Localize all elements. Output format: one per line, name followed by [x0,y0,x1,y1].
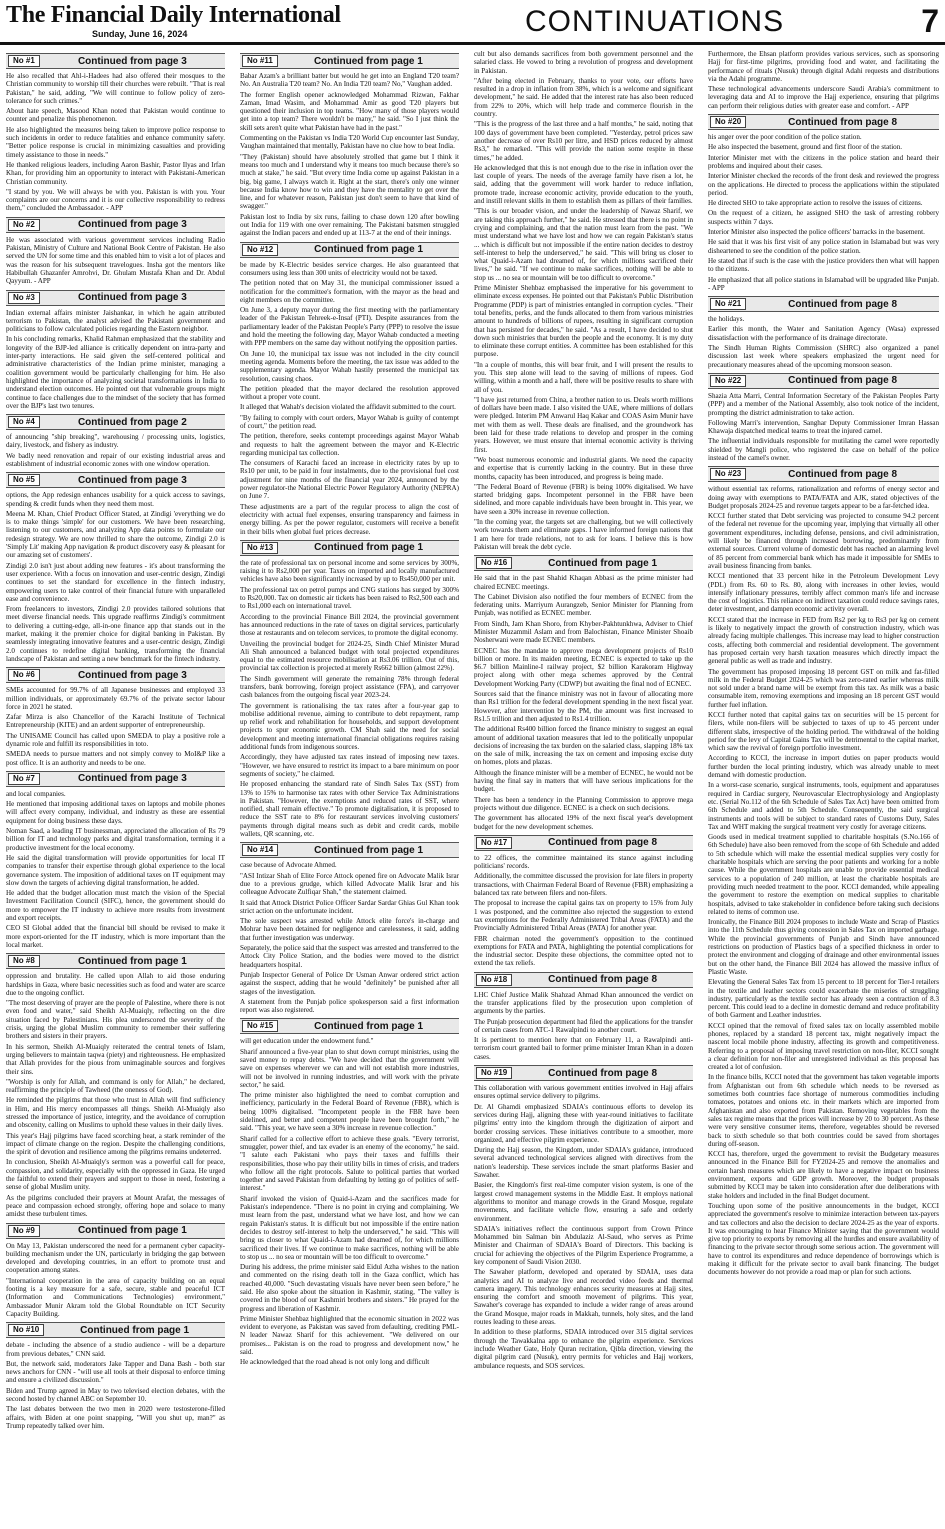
article-paragraph: Although the finance minister will be a member of ECNEC, he would not be having the final say in matters that will have serious implications for the budget. [474,768,693,794]
article-paragraph: will get education under the endowment fund." [240,1037,374,1046]
article-paragraph: He acknowledged that this is not enough due to the rise in inflation over the last couple of years. The needs of the average family have risen a lot, he said, adding that the government will work harder to reduce inflation, promote trade, increase economic activity, provide education to the youth, and instill relevant skills in them to establish them as pillars of their families. [474,163,693,206]
article-paragraph: Additionally, the committee discussed the provision for late filers in property transactions, with Chairman Federal Board of Revenue (FBR) emphasizing a balanced tax rate between filers and non-filers. [474,872,693,898]
article-continuation [474,50,693,551]
article-paragraph: He also highlighted the measures being taken to improve police response to such incidents in order to reduce fatalities and enhance community safety. "Better police response is crucial in minimizing casualties and providing timely assistance to those in needs." [6,125,225,159]
article-continuation [708,296,939,369]
continuation-header [708,466,939,482]
article-paragraph: Basier, the Kingdom's first real-time computer vision system, is one of the largest crowd management systems in the Middle East. It employs national algorithms to monitor and manage crowds in the Grand Mosque, regulate movements, and facilitate vehicle flow, ensuring a safe and orderly environment. [474,1181,693,1223]
column-3 [474,50,693,1525]
article-paragraph: "After being elected in February, thanks to your vote, our efforts have resulted in a drop in inflation from 38%, which is a welcome and significant development," he said. He added that the interest rate has also been reduced from 22% to 20%, which will help trade and commerce flourish in the country. [474,76,693,119]
continuation-number: No #23 [710,468,746,480]
continuation-number: No #1 [8,55,40,67]
article-paragraph: During the Hajj season, the Kingdom, under SDAIA's guidance, introduced several advanced technological services aligned with directives from the nation's leadership. These services include the smart platforms Basier and Sawaher. [474,1146,693,1180]
article-paragraph: He said the digital transformation will provide opportunities for local IT companies to transfer their expertise through global experience to the local governance system. The imposition of additional taxes on IT equipment may slow down the targets of achieving digital transformation, he added. [6,853,225,887]
continuation-title: Continued from page 8 [788,468,898,480]
article-paragraph: In a worst-case scenario, surgical instruments, tools, equipment and apparatuses required in Cardiac surgery, Neurovascular Electrophysiology and Angioplasty etc. (Serial No.112 of the 6th Schedule of Sales Tax Act) have been omitted from 6th Schedule and added to 5th Schedule. Consequently, the said surgical instruments and tools will be subject to standard rates of Customs Duty, Sales Tax and WHT making the surgical treatment very costly for average citizens. [708,781,939,831]
continuation-number: No #22 [710,375,746,387]
continuation-header [474,972,693,988]
article-paragraph: The UNISAME Council has called upon SMEDA to play a positive role a dynamic role and fulfill its responsibilities in toto. [6,731,225,748]
article-paragraph: We badly need renovation and repair of our existing industrial areas and establishment of industrial economic zones with one window operation. [6,451,225,468]
article-paragraph: As the pilgrims concluded their prayers at Mount Arafat, the messages of peace and compassion echoed strongly, offering hope and solace to many amidst these turbulent times. [6,1193,225,1219]
article-paragraph: He added that the budget allocation must match the vision of the Special Investment Facilitation Council (SIFC), hence, the government should do more to empower the IT industry to achieve more results from investment and export receipts. [6,889,225,923]
article-continuation [708,373,939,462]
continuation-title: Continued from page 1 [314,542,424,554]
article-paragraph: Babar Azam's a brilliant batter but would he get into an England T20 team? No. An Australia T20 team? No. An India T20 team? No," Vaughan added. [240,72,459,89]
article-paragraph: be made by K-Electric besides service charges. He also guaranteed that consumers using less than 300 units of electricity would not be taxed. [240,260,459,277]
article-paragraph: This year's Hajj pilgrims have faced scorching heat, a stark reminder of the impact of climate change on the region. Despite the challenging conditions, the spirit of devotion and resilience among the pilgrims remains undeterred. [6,1131,225,1157]
article-paragraph: Unveiling the provincial budget for 2024-25, Sindh Chief Minister Murad Ali Shah announced a balanced budget with total projected expenditures equal to the estimated resource mobilisation at Rs3.06 trillion. Out of this, provincial tax collection is projected at merely Rs662 billion (almost 22%). [240,639,459,673]
article-paragraph: Touching upon some of the positive announcements in the budget, KCCI appreciated the government's resolve to minimize interaction between tax-payers and tax collectors and also the decision to declare 2024-25 as the year of exports. It was encouraging to hear Finance Minister saying that the government would give top priority to exports by removing all the hurdles and ensure availability of financing to the private sector through some serious action. The government will have to control its expenditures and reduce dependence of borrowings which is making it difficult for the private sector to avail bank financing. The budget documents however do not provide a road map or plan for such actions. [708,1201,939,1277]
article-paragraph: He also recalled that Ahl-i-Hadees had also offered their mosques to the Christian community to worship till their churches were rebuilt. "That is real Pakistan," he said, adding, "We will continue to follow policy of zero-tolerance for such crimes." [6,72,225,105]
article-paragraph: KCCI further stated that Debt servicing was projected to consume 94.2 percent of the federal net revenue for the upcoming year, implying that virtually all other government expenditures, including defense, pensions, and civil administration, will likely be financed through increased borrowing, predominantly from external sources. Current volume of domestic debt has reached an alarming level of 85 percent from commercial bank which has made it impossible for SMEs to avail business financing from banks. [708,512,939,570]
article-paragraph: LHC Chief Justice Malik Shahzad Ahmad Khan announced the verdict on the transfer applications filed by the prosecution upon completion of arguments by the parties. [474,990,693,1016]
continuation-header [6,1322,225,1338]
article-continuation [240,53,459,238]
continuation-title: Continued from page 1 [314,1020,424,1032]
article-paragraph: CEO SI Global added that the financial bill should be revised to make it more export-oriented for the IT industry, which is more important than the local market. [6,924,225,949]
article-paragraph: On May 13, Pakistan underscored the need for a permanent cyber capacity-building mechanism under the UN, particularly in bridging the gap between developed and developing countries, in an effort to promote trust and cooperation among states. [6,1241,225,1275]
continuation-title: Continued from page 3 [77,219,187,231]
article-paragraph: SDAIA's initiatives reflect the continuous support from Crown Prince Mohammed bin Salman bin Abdulaziz Al-Saud, who serves as Prime Minister and Chairman of SDAIA's Board of Directors. This backing is crucial for achieving the objectives of the Pilgrim Experience Programme, a key component of Saudi Vision 2030. [474,1224,693,1266]
article-paragraph: From freelancers to investors, Zindigi 2.0 provides tailored solutions that meet diverse financial needs. This upgrade reaffirms Zindigi's commitment to delivering a cutting-edge, all-in-one finance app that stands out in the market, making it the premier choice for digital banking in Pakistan. By seamlessly integrating innovative features and a user-centric design, Zindigi 2.0 continues to redefine digital banking, transforming the financial landscape of Pakistan and setting a new benchmark for the fintech industry. [6,605,225,663]
article-paragraph: Sharif invoked the vision of Quaid-i-Azam and the sacrifices made for Pakistan's independence. "There is no point in crying and complaining. We must learn from the past, understand what we have lost, and how we can regain Pakistan's status. It is difficult but not impossible if the entire nation decides to destroy self-interest to help the underserved," he said. "This will bring us closer to what Quaid-i-Azam had dreamed of, for which millions sacrificed their lives. If we continue to make sacrifices, nothing will be able to stop us ... no sea or mountain will be too difficult to overcome." [240,1194,459,1261]
article-paragraph: The petition pleaded that the mayor declared the resolution approved without a proper vote count. [240,384,459,402]
continuation-header [240,53,459,69]
article-paragraph: "The most deserving of prayer are the people of Palestine, where there is not even food and water," said Sheikh Al-Muaiqly, reflecting on the dire situation faced by Palestinians. His plea underscored the severity of the crisis, urging the global Muslim community to remember their suffering brothers and sisters in their prayers. [6,999,225,1041]
continuation-header [708,296,939,312]
article-paragraph: KCCI opined that the removal of fixed sales tax on locally assembled mobile phones, replaced by a standard 18 percent tax, might negatively impact the nascent local mobile phone industry, affecting its growth and competitiveness. Referring to a proposal of imposing travel restriction on non-filer, KCCI sought a clear definition for non-filer and unregistered individual as this proposal has created a lot of confusion. [708,1021,939,1072]
article-paragraph: On the request of a citizen, he assigned SHO the task of arresting robbery suspects within 7 days. [708,209,939,226]
article-paragraph: He also inspected the basement, ground and first floor of the station. [708,143,903,152]
article-paragraph: Pakistan lost to India by six runs, failing to chase down 120 after bowling out India for 119 with one over remaining. The Pakistani batsmen struggled against the Indian pacers and ended up at 113-7 at the end of their innings. [240,212,459,238]
continuation-header [6,217,225,233]
article-paragraph: Elevating the General Sales Tax from 15 percent to 18 percent for Tier-I retailers in the textile and leather sectors could exacerbate the miseries of struggling industry, particularly as the textile sector has already seen a contraction of 8.3 percent. This could lead to a decline in domestic demand and reduce profitability of both Garment and Leather industries. [708,978,939,1020]
article-paragraph: The prime minister also highlighted the need to combat corruption and inefficiency, particularly in the Federal Board of Revenue (FBR), which is being 100% digitalised. "Incompetent people in the FBR have been sidelined, and better and competent people have been brought forth," he said. "This year, we have seen a 30% increase in revenue collection." [240,1091,459,1133]
article-paragraph: options, the App redesign enhances usability for a quick access to savings, spending & credit funds when they need them most. [6,491,225,508]
article-paragraph: In addition to these platforms, SDAIA introduced over 315 digital services through the Tawakkalna app to enhance the pilgrim experience. Services include Weather Gate, Holy Quran recitation, Qibla direction, viewing the digital pilgrim card (Nusuk), entry permits for vehicles and Hajj workers, ambulance requests, and SOS services. [474,1328,693,1370]
article-paragraph: The government has allocated 19% of the next fiscal year's development budget for the new development schemes. [474,814,693,831]
article-continuation [6,1322,225,1430]
article-paragraph: The proposal to increase the capital gains tax on property to 15% from July 1 was postponed, and the committee also rejected the suggestion to extend tax exemptions for the Federally Administered Tribal Areas (FATA) and the Provincially Administered Tribal Areas (PATA) for another year. [474,899,693,933]
continuation-number: No #2 [8,219,40,231]
article-continuation [708,114,939,292]
continuation-number: No #19 [476,1067,512,1079]
article-paragraph: There has been a tendency in the Planning Commission to approve mega projects without due diligence. ECNEC is a check on such decisions. [474,795,693,812]
continuation-header [6,472,225,488]
article-paragraph: About hate speech, Masood Khan noted that Pakistan would continue to counter and penalize this phenomenon. [6,107,225,124]
article-paragraph: the holidays. [708,315,745,324]
article-paragraph: Meena M. Khan, Chief Product Officer Stated, at Zindigi 'everything we do is to make things 'simple' for our customers. We have been researching, listening to our customers, and analyzing App data points to formulate our redesign strategy. We are now thrilled to share the outcome, Zindigi 2.0 is 'Simply Lit' making App navigation & product discovery easy & pleasant for our amazing set of customers'. [6,509,225,560]
article-paragraph: These technological advancements underscore Saudi Arabia's commitment to leveraging data and AI to improve the Hajj experience, ensuring that pilgrims can perform their religious duties with greater ease and comfort. - APP [708,85,939,110]
article-continuation [474,835,693,968]
article-continuation [6,217,225,286]
article-continuation [474,555,693,831]
article-paragraph: Dr. Al Ghamdi emphasized SDAIA's continuous efforts to develop its services during Hajj, aligning these with year-round initiatives to facilitate pilgrims' entry into the kingdom through the digitization of airport and border crossing services. These initiatives contribute to a smoother, more organized, and effective pilgrim experience. [474,1102,693,1144]
continuation-header [6,53,225,69]
column-2 [240,50,459,1525]
continuation-number: No #7 [8,773,40,785]
article-continuation [240,1018,459,1366]
continuation-title: Continued from page 3 [77,55,187,67]
article-paragraph: his anger over the poor condition of the police station. [708,133,862,142]
article-paragraph: "In the coming year, the targets set are challenging, but we will collectively work towards them and eliminate gaps. I have informed foreign nations that I am here for trade relations, not to ask for loans. I believe this is how Pakistan will break the debt cycle. [474,518,693,551]
article-paragraph: The consumers of Karachi faced an increase in electricity rates by up to Rs10 per unit, to be paid in four instalments, due to the provisional fuel cost adjustment for nine months of the financial year 2024, announced by the power regulator-the National Electric Power Regulatory Authority (NEPRA) on June 7. [240,459,459,501]
article-continuation [474,1065,693,1370]
continuation-title: Continued from page 8 [788,116,898,128]
article-paragraph: The former English opener acknowledged Mohammad Rizwan, Fakhar Zaman, Imad Wasim, and Mohammad Amir as good T20 players but questioned their inclusion in top teams. "How many of those players would get into a top team? There wouldn't be many," he said. "So I just think the skill sets aren't quite what Pakistan have had in the past." [240,90,459,132]
continuation-title: Continued from page 1 [77,1225,187,1237]
article-paragraph: The additional Rs400 billion forced the finance ministry to suggest an equal amount of additional taxation measures that led to the politically unpopular decisions of increasing the tax burden on the salaried class, slapping 18% tax on the sale of milk, increasing the tax on cement and imposing excise duty on homes, plots and plazas. [474,725,693,767]
section-title: CONTINUATIONS [525,5,785,38]
article-continuation [6,1223,225,1319]
article-paragraph: He emphasized that all police stations in Islamabad will be upgraded like Punjab. - APP [708,275,939,292]
article-paragraph: "Worship is only for Allah, and command is only for Allah," he declared, reaffirming the principle of Tawheed (the oneness of God). [6,1077,225,1095]
article-paragraph: KCCI stated that the increase in FED from Rs2 per kg to Rs3 per kg on cement is likely to negatively impact the growth of construction industry, which was already facing multiple challenges. This increase may lead to higher construction costs, affecting both commercial and residential development. The government has proposed certain very harsh taxation measures which directly impact the general public as well as trade and industry. [708,615,939,666]
continuation-header [240,242,459,258]
continuation-header [6,771,225,787]
continuation-header [708,373,939,389]
article-paragraph: "In a couple of months, this will bear fruit, and I will present the results to you. This step alone will lead to the saving of millions of rupees. God willing, within a month and a half, there will be positive results to share with all of you. [474,360,693,394]
article-paragraph: Indian external affairs minister Jaishankar, in which he again attributed terrorism to Pakistan, the analyst advised the Pakistani government and politicians to follow calculated policies regarding the Eastern neighbor. [6,308,225,334]
article-paragraph: Commenting on the Pakistan vs India T20 World Cup encounter last Sunday, Vaughan maintained that mentally, Pakistan have no clue how to beat India. [240,134,459,151]
continuation-title: Continued from page 3 [77,474,187,486]
article-continuation [240,242,459,536]
continuation-number: No #13 [242,542,278,554]
continuation-number: No #15 [242,1020,278,1032]
article-paragraph: ECNEC has the mandate to approve mega development projects of Rs10 billion or more. In its maiden meeting, ECNEC is expected to take up the $6.7 billion Mainline-I railway project, $2 billion Karakoram Highway project along with other mega schemes approved by the Central Development Working Party (CDWP) but awaiting the final nod of ECNEC. [474,646,693,688]
article-paragraph: In the finance bills, KCCI noted that the government has taken vegetable imports from Afghanistan out from 6th schedule which needs to be reversed as sometimes both countries face shortage of numerous commodities including tomatoes, potatoes and onions etc. in their markets which are imported from Afghanistan and also exported from Pakistan. Removing vegetables from the sales tax regime means that the prices will increase by 20 to 30 percent. As these were very sensitive consumer items, therefore, vegetables should be reversed back to sixth schedule so that both countries could be saved from shortages during off-season. [708,1073,939,1148]
article-paragraph: The Cabinet Division also notified the four members of ECNEC from the federating units. Marriyum Aurangzeb, Senior Minister for Planning from Punjab, was notified as ECNEC member. [474,592,693,618]
article-paragraph: "We boast numerous economic and industrial giants. We need the capacity and expertise that is currently lacking in the country. But in these three months, capacity has been introduced, and progress is being made. [474,455,693,481]
column-1 [6,50,225,1525]
article-paragraph: Biden and Trump agreed in May to two televised election debates, with the second hosted by channel ABC on September 10. [6,1386,225,1403]
continuation-number: No #12 [242,244,278,256]
article-paragraph: He said that it was his first visit of any police station in Islamabad but was very disheartened to see the condition of the police station. [708,238,939,255]
article-paragraph: The petition noted that on May 31, the municipal commissioner issued a notification for the committee's formation, with the mayor as the head and eight members on the committee. [240,279,459,304]
article-paragraph: He thanked religious leaders, including Aaron Bashir, Pastor Ilyas and Irfan Khan, for providing him an opportunity to interact with Pakistani-American Christian community. [6,160,225,186]
continuation-title: Continued from page 3 [77,669,187,681]
continuation-title: Continued from page 2 [77,416,187,428]
article-paragraph: He stated that if such is the case with the justice providers then what will happen to the citizens. [708,256,939,274]
continuation-number: No #5 [8,474,40,486]
article-paragraph: This collaboration with various government entities involved in Hajj affairs ensures optimal service delivery to pilgrims. [474,1084,693,1101]
continuation-title: Continued from page 8 [788,375,898,387]
article-paragraph: KCCI further noted that capital gains tax on securities will be 15 percent for filers, while non-filers will be subjected to taxes of up to 45 percent under different slabs, irrespective of the holding period. The withdrawal of the holding period for the levy of Capital Gains Tax will be detrimental to the capital market, which saw the revival of foreign portfolio investment. [708,711,939,753]
continuation-number: No #10 [8,1324,44,1336]
article-paragraph: It is pertinent to mention here that on February 11, a Rawalpindi anti-terrorism court granted bail to former prime minister Imran Khan in a dozen cases. [474,1036,693,1061]
article-paragraph: FBR chairman noted the government's opposition to the continued exemptions for FATA and PATA, highlighting the potential complications for the industrial sector. Despite these objections, the committee opted not to extend the tax reliefs. [474,934,693,968]
continuation-header [474,1065,693,1081]
continuation-number: No #9 [8,1225,40,1237]
article-paragraph: "ASI Intizar Shah of Elite Force Attock opened fire on Advocate Malik Israr due to a previous grudge, which killed Advocate Malik Israr and his colleague Advocate Zulfiqar Shah," the statement claimed. [240,871,459,897]
continuation-header [6,667,225,683]
article-paragraph: Zindigi 2.0 isn't just about adding new features - it's about transforming the user experience. With a focus on innovation and user-centric design, Zindigi continues to set the standard for excellence in the fintech industry, empowering users to take control of their financial future with unparalleled ease and convenience. [6,561,225,603]
issue-date: Sunday, June 16, 2024 [92,29,188,39]
article-paragraph: "I have just returned from China, a brother nation to us. Deals worth millions of dollars have been made. I also visited the UAE, where millions of dollars were pledged. Interim PM Anwarul Haq Kakar and COAS Asim Munir have met with them as well. These deals are finalised, and the groundwork has been laid for these trade relations to develop and prosper in the coming years. However, we must ensure that internal economic activity is thriving first. [474,395,693,454]
continuation-title: Continued from page 1 [77,955,187,967]
article-paragraph: From Sindh, Jam Khan Shoro, from Khyber-Pakhtunkhwa, Adviser to Chief Minister Muzammil Aslam and from Balochistan, Finance Minister Shoaib Nosherwani were made ECNEC members. [474,619,693,645]
article-paragraph: case because of Advocate Ahmed. [240,861,337,870]
article-paragraph: and local companies. [6,789,66,798]
article-paragraph: He was associated with various government services including Radio Pakistan, Ministry of Culture and National Book Centre of Pakistan. He also served the UN for some time and this enabled him to visit a lot of places and was the reason for his subsequent travelogues. Insha got the mentors like Habibullah Ghazanfer Amrohvi, Dr. Ghulam Mustafa Khan and Dr. Abdul Qayyum. - APP [6,235,225,286]
continuation-number: No #3 [8,292,40,304]
article-paragraph: The Sindh Human Rights Commission (SHRC) also organized a panel discussion last week where speakers emphasized the urgent need for precautionary measures ahead of the upcoming monsoon season. [708,344,939,369]
article-paragraph: Earlier this month, the Water and Sanitation Agency (Wasa) expressed dissatisfaction with the performance of its drainage directorate. [708,325,939,342]
article-paragraph: Sharif announced a five-year plan to shut down corrupt ministries, using the saved money to repay debts. "We have decided that the government will save on expenses wherever we can and will not establish more industries, will not be involved in running industries, and will work with the private sector," he said. [240,1047,459,1089]
article-paragraph: Interior Minister also inspected the police officers' barracks in the basement. [708,228,925,237]
continuation-number: No #11 [242,55,278,67]
article-paragraph: Zafar Mirza is also Chancellor of the Karachi Institute of Technical Entrepreneurship (KITE) and an ardent supporter of entrepreneurship. [6,713,225,730]
article-continuation [708,50,939,110]
continuation-number: No #20 [710,116,746,128]
article-paragraph: He mentioned that imposing additional taxes on laptops and mobile phones will affect every company, individual, and industry as these are essential equipment for doing business these days. [6,800,225,825]
continuation-number: No #14 [242,844,278,856]
article-paragraph: "I stand by you. We will always be with you. Pakistan is with you. Your complaints are our concerns and it is our collective responsibility to redress them," concluded the Ambassador. - APP [6,187,225,213]
continuation-number: No #4 [8,416,40,428]
continuation-header [240,540,459,556]
continuation-header [6,1223,225,1239]
continuation-number: No #21 [710,298,746,310]
article-paragraph: Interior Minister met with the citizens in the police station and heard their problems and inquired about their cases. [708,153,939,170]
article-continuation [6,667,225,767]
article-paragraph: These adjustments are a part of the regular process to align the cost of electricity with actual fuel expenses, ensuring transparency and fairness in energy billing. As per the power regulator, customers will receive a benefit in their bills when global fuel prices decrease. [240,502,459,536]
article-paragraph: The sole suspect was arrested while Attock elite force's in-charge and Mohrar have been detained for negligence and carelessness, it said, adding that further investigation was underway. [240,917,459,942]
article-continuation [6,472,225,663]
article-continuation [240,842,459,1014]
article-continuation [6,53,225,213]
article-paragraph: In his sermon, Sheikh Al-Muaiqly reiterated the central tenets of Islam, urging believers to maintain taqwa (piety) and righteousness. He emphasized that Allah provides for the pious from unimaginable sources and forgives their sins. [6,1042,225,1076]
continuation-title: Continued from page 8 [548,837,658,849]
article-paragraph: Accordingly, they have adjusted tax rates instead of imposing new taxes. "However, we have ensured to restrict its impact to a bare minimum on poor segments of society," he claimed. [240,753,459,778]
article-paragraph: Separately, the police said that the suspect was arrested and transferred to the Attock City Police Station, and the bodies were moved to the district headquarters hospital. [240,944,459,969]
continuation-title: Continued from page 1 [548,557,658,569]
article-paragraph: Noman Saad, a leading IT businessman, appreciated the allocation of Rs 79 billion for IT and technology parks and digital transformation, terming it a productive investment for the local economy. [6,827,225,852]
continuation-number: No #18 [476,974,512,986]
article-paragraph: SMEs accounted for 99.7% of all Japanese businesses and employed 33 million individuals, or approximately 69.7% of the private sector labour force in 2021 he stated. [6,686,225,711]
continuation-header [6,290,225,306]
article-continuation [6,290,225,411]
article-paragraph: He proposed enhancing the standard rate of Sindh Sales Tax (SST) from 13% to 15% to harmonise tax rates with other Service Tax Administrations in Pakistan. "However, the exemptions and reduced rates of SST, where notified, shall remain effective." To promote digitalisation, it is proposed to reduce the SST rate to 8% for restaurant services involving customers' payments through digital means such as debit and credit cards, mobile wallets, QR scanning, etc. [240,780,459,839]
article-paragraph: Furthermore, the Ehsan platform provides various services, such as sponsoring Hajj for first-time pilgrims, providing food and water, and facilitating the performance of rituals (Nusuk) through digital Adahi requests and distributions via the Adahi programme. [708,50,939,83]
continuation-number: No #17 [476,837,512,849]
article-paragraph: cult but also demands sacrifices from both government personnel and the salaried class. He vowed to bring a revolution of progress and development in Pakistan. [474,50,693,75]
article-continuation [708,466,939,1276]
article-paragraph: The Sindh government will generate the remaining 78% through federal transfers, bank borrowing, foreign project assistance (FPA), and carryover cash balances from the outgoing fiscal year 2023-24. [240,674,459,700]
continuation-header [240,842,459,858]
continuation-header [240,1018,459,1034]
article-paragraph: "This is our broader vision, and under the leadership of Nawaz Sharif, we are taking this approach further," he said. He stressed that there is no point in crying and complaining, and that the nation must learn from the past. "We must understand what we have lost and how we can regain Pakistan's status ... which is difficult but not impossible if the entire nation decides to destroy self-interest to help the underserved," he said. "This will bring us closer to what Quaid-i-Azam had dreamed of, for which millions sacrificed their lives," he said. "If we continue to make sacrifices, nothing will be able to stop us ... no sea or mountain will be too difficult to overcome." [474,207,693,282]
article-paragraph: The last debates between the two men in 2020 were testosterone-filled affairs, with Biden at one point snapping, "Will you shut up, man?" as Trump repeatedly talked over him. [6,1405,225,1430]
page-number: 7 [921,3,939,39]
article-paragraph: He said that in the past Shahid Khaqan Abbasi as the prime minister had chaired ECNEC meetings. [474,574,693,591]
article-paragraph: A statement from the Punjab police spokesperson said a first information report was also registered. [240,997,459,1015]
article-paragraph: The influential individuals responsible for mutilating the camel were reportedly shielded by Mangli police, who registered the case on behalf of the police instead of the camel's owner. [708,437,939,462]
continuation-title: Continued from page 1 [80,1324,190,1336]
article-paragraph: In his concluding remarks, Khalid Rahman emphasized that the stability and longevity of the BJP-led alliance is critically dependent on intra-party and inter-party interactions. He said given the self-centered political and administrative characteristics of the Indian prime minister, managing a coalition government would be particularly challenging for him. He also highlighted the importance of analyzing societal transformations in India to understand election outcomes. He pointed out that vulnerable groups might continue to face challenges due to the mindset of the society that has formed over the BJP's last two tenures. [6,335,225,410]
article-continuation [474,972,693,1061]
continuation-title: Continued from page 8 [548,974,658,986]
article-paragraph: Following Marri's intervention, Sanghar Deputy Commissioner Imran Hassan Khawaja dispatched medical teams to treat the injured camel. [708,418,939,436]
article-paragraph: debate - including the absence of a studio audience - will be a departure from previous debates," CNN said. [6,1341,225,1358]
column-4 [708,50,939,1525]
article-paragraph: Punjab Inspector General of Police Dr Usman Anwar ordered strict action against the suspect, adding that he would "definitely" be punished after all stages of the investigation. [240,970,459,996]
article-paragraph: According to KCCI, the increase in import duties on paper products would further burden the local printing industry, which was already unable to meet demand with domestic production. [708,754,939,780]
masthead [0,0,945,45]
continuation-header [474,835,693,851]
article-paragraph: Sources said that the finance ministry was not in favour of allocating more than Rs1 trillion for the federal development spending in the next fiscal year. However, after intervention by the PM, the amount was first increased to Rs1.5 trillion and then adjusted to Rs1.4 trillion. [474,690,693,723]
article-paragraph: The government has proposed imposing 18 percent GST on milk and fat-filled milk in the Federal Budget 2024-25 which was zero-rated earlier whereas milk not sold under a brand name will be exempt from this tax. As milk was a basic consumable item, removing exemptions and imposing an 18 percent GST would further fuel inflation. [708,667,939,709]
continuation-title: Continued from page 1 [313,55,423,67]
article-paragraph: But, the network said, moderators Jake Tapper and Dana Bash - both star news anchors for CNN - "will use all tools at their disposal to enforce timing and ensure a civilized discussion." [6,1359,225,1385]
article-paragraph: On June 10, the municipal tax issue was not included in the city council meeting agenda. Moments before the meeting, the tax issue was added to the supplementary agenda. Mayor Wahab hastily presented the municipal tax resolution, causing chaos. [240,349,459,383]
article-paragraph: Sharif called for a collective effort to achieve these goals. "Every terrorist, smuggler, power thief, and tax evader is an enemy of the economy," he said. "I salute each Pakistani who pays their taxes and fulfills their responsibilities, those who pay their utility bills in times of crisis, and traders who follow all the right protocols. Salute to political parties that worked together and saved Pakistan from defaulting by letting go of politics of self-interest." [240,1134,459,1193]
continuation-header [6,414,225,430]
article-paragraph: Prime Minister Shehbaz emphasised the imperative for his government to eliminate excess expenses. He pointed out that Pakistan's Public Distribution Programme (PDP) is part of ministries entangled in corruption cycles. "Their total benefits, perks, and the funds allocated to them from various ministries amount to hundreds of billions of rupees, resulting in significant corruption that has persisted for decades," he said. "As a result, I have decided to shut down such ministries that burden the people and the economy. It is my duty to eliminate these corrupt entities. A committee has been established for this purpose. [474,284,693,359]
article-paragraph: He directed SHO to take appropriate action to resolve the issues of citizens. [708,199,923,208]
article-paragraph: KCCI mentioned that 33 percent hike in the Petroleum Development Levy (PDL) from Rs. 60 to Rs. 80, along with increases in other levies, would intensify inflationary pressures, terribly affect common man's life and increase the cost of logistics. This reliance on indirect taxation could reduce savings rates, deter investment, and dampen economic activity overall. [708,572,939,614]
article-paragraph: During his address, the prime minister said Eidul Azha wishes to the nation and commented on the rising death toll in the Gaza conflict, which has reached 40,000. "Such devastating visuals have never been seen before," he said. He also spoke about the situation in Kashmir, stating, "The valley is covered in the blood of our Kashmiri brothers and sisters." He prayed for the progress and liberation of Kashmir. [240,1263,459,1313]
continuation-header [708,114,939,130]
article-paragraph: The government is rationalising the tax rates after a four-year gap to mobilise additional revenue, aiming to contribute to debt repayment, ramp up relief work and rehabilitation for households, and support development projects to spur economic growth. CM Shah said the need for social development and meeting international financial obligations requires raising additional funds from indigenous sources. [240,701,459,752]
article-paragraph: "By failing to comply with court orders, Mayor Wahab is guilty of contempt of court," the petition read. [240,413,459,430]
article-paragraph: "International cooperation in the area of capacity building on an equal footing is a key measure for a safe, secure, stable and peaceful ICT (Information and Communications Technologies) environment," Ambassador Munir Akram told the Global Roundtable on ICT Security Capacity Building. [6,1276,225,1318]
continuation-title: Continued from page 1 [314,244,424,256]
article-paragraph: Shazia Atta Marri, Central Information Secretary of the Pakistan Peoples Party (PPP) and a member of the National Assembly, also took notice of the incident, prompting the district administration to take action. [708,391,939,417]
article-paragraph: He reminded the pilgrims that those who trust in Allah will find sufficiency in Him, and His mercy encompasses all things. Sheikh Al-Muaiqly also stressed the importance of justice, integrity, and the avoidance of corruption and obscenity, calling on Muslims to uphold these values in their daily lives. [6,1096,225,1130]
continuation-number: No #6 [8,669,40,681]
article-continuation [6,953,225,1218]
article-paragraph: SMEDA needs to pursue matters and not simply convey to MoI&P like a post office. It is an authority and needs to be one. [6,750,225,767]
article-paragraph: According to the provincial Finance Bill 2024, the provincial government has announced reductions in the rate of taxes on digital services, particularly those at restaurants and on telecom services, to promote the digital economy. [240,612,459,638]
continuation-title: Continued from page 3 [77,773,187,785]
continuation-header [6,953,225,969]
article-paragraph: In conclusion, Sheikh Al-Muaiqly's sermon was a powerful call for peace, compassion, and solidarity, especially with the oppressed in Gaza. He urged the faithful to extend their prayers and support to those in need, fostering a sense of global Muslim unity. [6,1158,225,1192]
article-paragraph: "They (Pakistan) should have absolutely strolled that game but I think it means too much and I understand why it means too much because there's so much at stake," he said. "But every time India come up against Pakistan in a big, big game, I always watch it. Right at the start, there's only one winner because India know how to win and they have the mentality to get over the line, and for whatever reason, Pakistan just don't seem to have that kind of swagger." [240,152,459,211]
article-paragraph: It alleged that Wahab's decision violated the affidavit submitted to the court. [240,403,456,412]
article-paragraph: Ironically, the Finance Bill 2024 proposes to include Waste and Scrap of Plastics into the 11th Schedule thus giving concession in Sales Tax on imported garbage. While the provincial governments of Punjab and Sindh have announced restrictions on production of Plastics bags of a specified thickness in order to protect the environment and clogging of drainage and other environmental issues but on the other hand, the Finance Bill 2024 has allowed the massive influx of Plastic Waste. [708,918,939,976]
continuation-title: Continued from page 8 [548,1067,658,1079]
article-paragraph: Interior Minister checked the records of the front desk and reviewed the progress on the applications. He directed to process the applications within the stipulated period. [708,172,939,197]
article-paragraph: of announcing "ship breaking", warehousing / processing units, logistics, dairy, livestock, and fishery as industry. [6,433,225,450]
paper-name: The Financial Daily International [6,2,341,28]
article-continuation [240,540,459,839]
article-paragraph: The professional tax on petrol pumps and CNG stations has surged by 300% to Rs20,000. Tax on domestic air tickets has been raised to Rs2,500 each and to Rs1,000 each on international travel. [240,585,459,611]
continuation-title: Continued from page 8 [788,298,898,310]
article-paragraph: "The Federal Board of Revenue (FBR) is being 100% digitalised. We have started bridging gaps. Incompetent personnel in the FBR have been sidelined, and more capable individuals have been brought in. This year, we have seen a 30% increase in revenue collection. [474,482,693,516]
continuation-header [474,555,693,571]
article-paragraph: to 22 offices, the committee maintained its stance against including politicians' records. [474,853,693,871]
article-paragraph: The Sawaher platform, developed and operated by SDAIA, uses data analytics and AI to analyze live and recorded video feeds and thermal camera imagery. This technology enhances security measures at Hajj sites, ensuring the comfort and smooth movement of pilgrims. This year, Sawaher's coverage has expanded to include a wider range of areas around the Grand Mosque, major roads in Makkah, tunnels, holy sites, and the land routes leading to these areas. [474,1268,693,1327]
continuation-number: No #8 [8,955,40,967]
article-continuation [6,414,225,468]
article-paragraph: He acknowledged that the road ahead is not only long and difficult [240,1358,430,1367]
continuation-title: Continued from page 3 [77,292,187,304]
article-paragraph: It said that Attock District Police Officer Sardar Sardar Ghias Gul Khan took strict action on the unfortunate incident. [240,898,459,915]
article-paragraph: KCCI has, therefore, urged the government to revisit the Budgetary measures announced in the Finance Bill for FY2024-25 and remove the anomalies and certain harsh measures which are likely to have a negative impact on business environment, exports and GDP growth. Moreover, the budget proposals submitted by KCCI may be taken into consideration after due deliberations with stake holders and included in the final Budget document. [708,1150,939,1200]
article-paragraph: On June 3, a deputy mayor during the first meeting with the parliamentary leader of the Pakistan Tehreek-e-Insaf (PTI). Despite assurances from the parliamentary leader of the Pakistan People's Party (PPP) to resolve the issue and hold the meeting the following day, Mayor Wahab conducted a meeting with PPP members on the same day without notifying the opposition parties. [240,306,459,348]
article-continuation [6,771,225,949]
article-paragraph: The Punjab prosecution department had filed the applications for the transfer of certain cases from ATC-1 Rawalpindi to another court. [474,1017,693,1034]
article-paragraph: Prime Minister Shehbaz highlighted that the economic situation in 2022 was evident to everyone, as Pakistan was saved from defaulting, crediting PML-N leader Nawaz Sharif for this achievement. "We delivered on our promises... Pakistan is on the road to progress and development now," he said. [240,1314,459,1357]
article-paragraph: Goods used in medical treatment supplied to charitable hospitals (S.No.166 of 6th Schedule) have also been removed from the scope of 6th Schedule and added to 5th schedule which will make the essential medical supplies very costly for charitable hospitals which are serving the poor patients and working for a noble cause. While the government hospitals are unable to provide essential medical services to a population of 240 million, at least the charitable hospitals are providing much needed treatment to the poor. KCCI demanded, while appealing the government to restore the exemption on medical supplies to charitable hospitals, advised to take stakeholder in confidence before taking such decisions related to items of common use. [708,833,939,916]
article-paragraph: The petition, therefore, seeks contempt proceedings against Mayor Wahab and requests to halt the agreement between the mayor and K-Electric regarding municipal tax collection. [240,432,459,457]
article-paragraph: oppression and brutality. He called upon Allah to aid those enduring hardships in Gaza, where basic necessities such as food and water are scarce due to the ongoing conflict. [6,972,225,997]
article-paragraph: the rate of professional tax on personal income and some services by 300%, raising it to Rs2,000 per year. Taxes on imported and locally manufactured vehicles have also been significantly increased by up to Rs450,000 per unit. [240,558,459,584]
continuation-title: Continued from page 1 [314,844,424,856]
article-paragraph: without essential tax reforms, rationalization and reforms of energy sector and doing away with exemptions to PATA/FATA and AJK, stated objectives of the Budget proposals 2024-25 and revenue targets appear to be a far-fetched idea. [708,485,939,510]
continuation-number: No #16 [476,557,512,569]
article-paragraph: "This is the progress of the last three and a half months," he said, noting that 100 days of government have been completed. "Yesterday, petrol prices saw another decrease of over Rs10 per litre, and HSD prices reduced by almost Rs3," he remarked. "This will provide the nation some respite in these times," he added. [474,120,693,162]
